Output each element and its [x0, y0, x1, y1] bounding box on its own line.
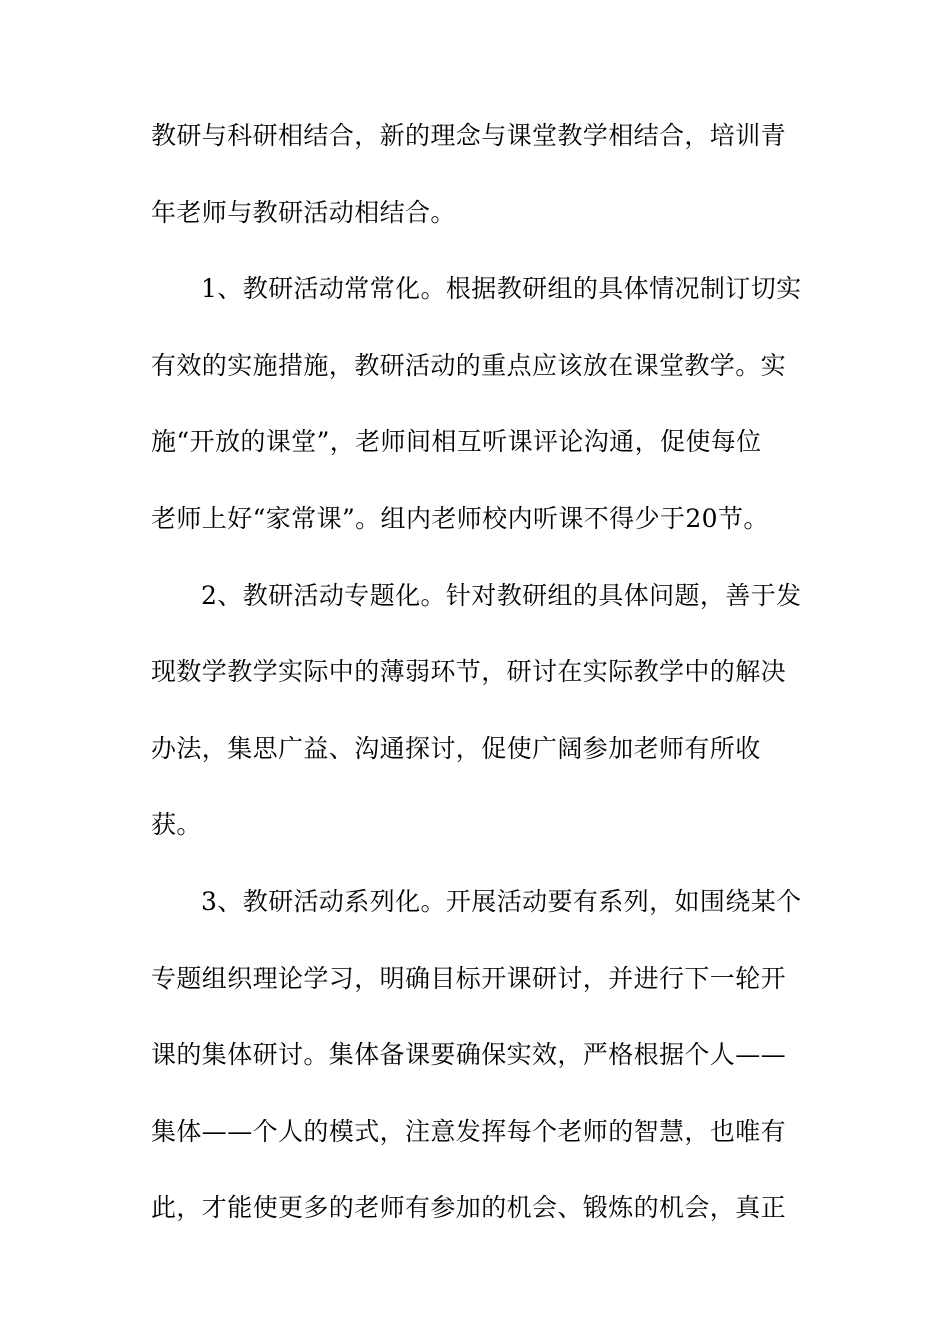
text-line: 老师上好“家常课”。组内老师校内听课不得少于20节。: [151, 503, 769, 533]
text-line: 有效的实施措施，教研活动的重点应该放在课堂教学。实: [151, 350, 787, 380]
document-body: [151, 123, 811, 1272]
text-line: 现数学教学实际中的薄弱环节，研讨在实际教学中的解决: [151, 657, 787, 687]
text-line: 集体——个人的模式，注意发挥每个老师的智慧，也唯有: [151, 1116, 787, 1146]
text-line: 获。: [151, 810, 202, 840]
paragraph-3-start: 3、教研活动系列化。开展活动要有系列，如围绕某个: [201, 886, 802, 916]
text-line: 办法，集思广益、沟通探讨，促使广阔参加老师有所收: [151, 733, 761, 763]
paragraph-2-start: 2、教研活动专题化。针对教研组的具体问题，善于发: [201, 580, 802, 610]
text-line: 此，才能使更多的老师有参加的机会、锻炼的机会，真正: [151, 1193, 787, 1223]
paragraph-1-start: 1、教研活动常常化。根据教研组的具体情况制订切实: [201, 274, 802, 304]
text-line: 专题组织理论学习，明确目标开课研讨，并进行下一轮开: [151, 963, 787, 993]
text-line: 课的集体研讨。集体备课要确保实效，严格根据个人——: [151, 1040, 787, 1070]
text-line: 年老师与教研活动相结合。: [151, 197, 456, 227]
text-line: 施“开放的课堂”，老师间相互听课评论沟通，促使每位: [151, 427, 762, 457]
text-line: 教研与科研相结合，新的理念与课堂教学相结合，培训青: [151, 121, 787, 150]
